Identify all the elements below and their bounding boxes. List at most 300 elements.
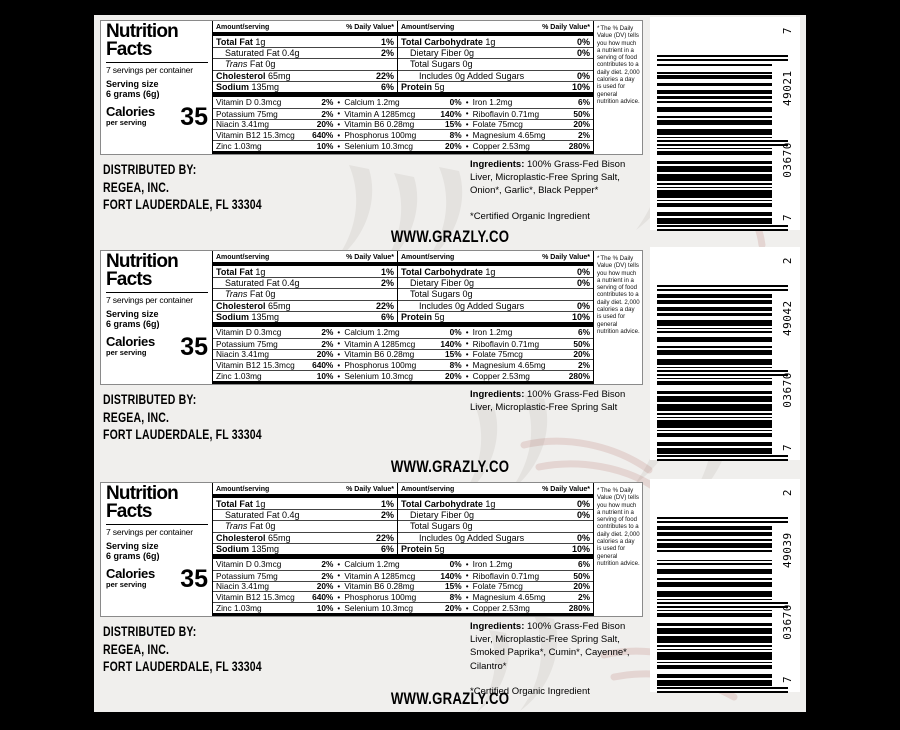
calories-subtext: per serving	[106, 118, 147, 127]
nutrient-daily-value: 0%	[576, 70, 590, 81]
title-word-2: Facts	[106, 39, 152, 60]
micronutrient-cell	[216, 339, 333, 349]
ingredients-text: 100% Grass-Fed Bison Liver, Microplastic-Free Spring Salt, Smoked Paprika*, Cumin*, Cayenne*, Cilantro*	[470, 621, 630, 672]
micronutrient-daily-value: 10%	[316, 371, 334, 382]
micronutrient-cell	[473, 559, 590, 569]
nutrient-daily-value: 22%	[375, 70, 394, 81]
micronutrient-cell	[344, 141, 461, 151]
upc-barcode	[650, 17, 800, 230]
nutrient-row	[398, 311, 593, 322]
nutrient-name: Protein 5g	[401, 543, 445, 554]
nutrient-name: Dietary Fiber 0g	[410, 48, 475, 59]
nutrient-daily-value: 0%	[576, 36, 590, 47]
micronutrient-cell	[473, 130, 590, 140]
barcode-bar	[657, 455, 788, 457]
barcode-bar	[657, 532, 772, 536]
barcode-bar	[657, 606, 788, 608]
micronutrient-row	[213, 129, 593, 140]
daily-value-header: % Daily Value*	[542, 254, 590, 261]
nutrient-daily-value: 1%	[380, 498, 394, 509]
nutrient-row	[398, 288, 593, 299]
micronutrient-cell	[216, 97, 333, 107]
micronutrient-daily-value: 6%	[577, 97, 590, 108]
micronutrient-cell	[216, 571, 333, 581]
calories-subtext: per serving	[106, 580, 147, 589]
micronutrient-cell	[216, 119, 333, 129]
barcode-bar	[657, 294, 772, 298]
nutrition-column-right	[397, 251, 593, 322]
title-word-1: Nutrition	[106, 483, 178, 504]
micronutrient-name: Selenium 10.3mcg	[344, 371, 414, 382]
micronutrient-row	[213, 338, 593, 349]
micronutrient-daily-value: 2%	[577, 592, 590, 603]
macro-rows-right	[398, 36, 593, 92]
nutrient-row	[398, 47, 593, 58]
barcode-digit-group: 03670	[781, 372, 794, 408]
nutrient-row	[213, 36, 397, 47]
barcode-bar	[657, 225, 788, 227]
nutrition-table	[213, 483, 593, 616]
micronutrient-daily-value: 640%	[312, 360, 334, 371]
content-area	[94, 15, 806, 712]
micronutrient-name: Riboflavin 0.71mg	[472, 338, 540, 349]
micronutrient-row	[213, 591, 593, 602]
macro-rows-right	[398, 498, 593, 554]
divider	[106, 524, 208, 525]
barcode-bar	[657, 517, 788, 519]
nutrient-daily-value: 0%	[576, 498, 590, 509]
micronutrient-cell	[473, 360, 590, 370]
micronutrient-name: Vitamin A 1285mcg	[344, 570, 416, 581]
barcode-bar	[657, 417, 772, 419]
barcode-bar	[657, 563, 772, 565]
micronutrient-table	[213, 92, 593, 155]
barcode-bar	[657, 151, 772, 155]
barcode-digit-group: 03670	[781, 604, 794, 640]
barcode-bar	[657, 521, 788, 523]
micronutrient-cell	[216, 603, 333, 613]
micronutrient-row	[213, 570, 593, 581]
barcode-bar	[657, 289, 788, 291]
micronutrient-daily-value: 15%	[445, 349, 462, 360]
nutrition-column-left	[213, 483, 397, 554]
barcode-bar	[657, 140, 788, 142]
nutrient-row	[213, 47, 397, 58]
barcode-bar	[657, 430, 772, 432]
micronutrient-name: Vitamin D 0.3mcg	[216, 97, 282, 108]
website-url: WWW.GRAZLY.CO	[390, 458, 510, 476]
nutrient-name: Trans Fat 0g	[225, 59, 276, 70]
nutrient-row	[213, 520, 397, 531]
amount-serving-header: Amount/serving	[216, 24, 270, 31]
micronutrient-name: Vitamin B12 15.3mcg	[216, 360, 295, 371]
barcode-bar	[657, 300, 772, 304]
barcode-bar	[657, 75, 772, 79]
barcode-bar	[657, 610, 772, 612]
barcode-digit-group: 2	[781, 489, 794, 497]
micronutrient-name: Niacin 3.41mg	[216, 581, 270, 592]
micronutrient-daily-value: 140%	[440, 338, 462, 349]
micronutrient-daily-value: 2%	[321, 108, 334, 119]
nutrient-daily-value: 1%	[380, 36, 394, 47]
barcode-bar	[657, 107, 772, 113]
daily-value-header: % Daily Value*	[346, 254, 394, 261]
bullet-separator: •	[465, 371, 469, 381]
distributed-by-line: DISTRIBUTED BY:	[103, 624, 197, 639]
micronutrient-name: Copper 2.53mg	[472, 603, 530, 614]
micronutrient-cell	[344, 581, 461, 591]
barcode-bar	[657, 374, 788, 376]
micronutrient-cell	[344, 371, 461, 381]
amount-serving-header: Amount/serving	[216, 254, 270, 261]
nutrient-name: Total Fat 1g	[216, 498, 266, 509]
barcode-bar	[657, 569, 772, 575]
title-word-1: Nutrition	[106, 251, 178, 272]
micronutrient-name: Phosphorus 100mg	[344, 360, 417, 371]
micronutrient-daily-value: 2%	[321, 97, 334, 108]
bullet-separator: •	[337, 339, 341, 349]
daily-value-header: % Daily Value*	[542, 24, 590, 31]
calories-row	[106, 105, 208, 130]
micronutrient-cell	[216, 109, 333, 119]
barcode-bar	[657, 680, 772, 686]
nutrient-row	[213, 543, 397, 554]
footnote-marker: *	[597, 25, 600, 32]
barcode-bar	[657, 404, 772, 411]
footnote-text: The % Daily Value (DV) tells you how much a nutrient in a serving of food contributes to a daily diet. 2,000 calories a day is used for general nutrition advice.	[597, 25, 640, 105]
nutrient-name: Trans Fat 0g	[225, 289, 276, 300]
barcode-bar	[657, 229, 788, 231]
barcode-bar	[657, 396, 772, 402]
bullet-separator: •	[465, 130, 469, 140]
distributor-address: FORT LAUDERDALE, FL 33304	[103, 197, 262, 212]
nutrient-name: Includes 0g Added Sugars	[419, 300, 525, 311]
micronutrient-cell	[216, 327, 333, 337]
micronutrient-cell	[216, 371, 333, 381]
micronutrient-name: Selenium 10.3mcg	[344, 141, 414, 152]
micronutrient-cell	[344, 559, 461, 569]
barcode-bar	[657, 328, 772, 330]
organic-note: *Certified Organic Ingredient	[470, 210, 590, 222]
ingredients-text: 100% Grass-Fed Bison Liver, Microplastic-Free Spring Salt	[470, 389, 626, 414]
micronutrient-daily-value: 20%	[316, 581, 334, 592]
calories-subtext: per serving	[106, 348, 147, 357]
distributed-by-line: DISTRIBUTED BY:	[103, 162, 197, 177]
micronutrient-name: Magnesium 4.65mg	[472, 130, 546, 141]
organic-note: *Certified Organic Ingredient	[470, 685, 590, 697]
barcode-bar	[657, 645, 772, 647]
micronutrient-daily-value: 50%	[573, 570, 590, 581]
nutrient-name: Total Fat 1g	[216, 266, 266, 277]
barcode-bar	[657, 218, 772, 224]
bullet-separator: •	[465, 571, 469, 581]
calories-row	[106, 567, 208, 592]
nutrient-row	[398, 532, 593, 543]
nutrient-row	[398, 81, 593, 92]
barcode-bar	[657, 203, 772, 207]
micronutrient-name: Magnesium 4.65mg	[472, 592, 546, 603]
barcode-digits	[779, 27, 796, 221]
barcode-bar	[657, 116, 772, 118]
micronutrient-row	[213, 140, 593, 151]
barcode-digit-group: 7	[781, 27, 794, 35]
barcode-bar	[657, 602, 788, 604]
barcode-bar	[657, 543, 772, 549]
micronutrient-daily-value: 2%	[577, 130, 590, 141]
micronutrient-cell	[216, 349, 333, 359]
nutrition-facts-identity	[101, 251, 213, 384]
barcode-bar	[657, 101, 772, 103]
micronutrient-cell	[473, 327, 590, 337]
barcode-bar	[657, 190, 772, 197]
nutrient-row	[213, 58, 397, 69]
micronutrient-daily-value: 280%	[568, 603, 590, 614]
servings-per-container: 7 servings per container	[106, 527, 193, 537]
micronutrient-name: Selenium 10.3mcg	[344, 603, 414, 614]
micronutrient-cell	[344, 360, 461, 370]
nutrient-daily-value: 10%	[571, 311, 590, 322]
micronutrient-cell	[473, 581, 590, 591]
micronutrient-cell	[344, 97, 461, 107]
micronutrient-daily-value: 0%	[449, 559, 462, 570]
divider	[106, 292, 208, 293]
ingredients-block	[470, 620, 650, 698]
barcode-bar	[657, 578, 772, 580]
nutrient-name: Dietary Fiber 0g	[410, 278, 475, 289]
title-word-2: Facts	[106, 501, 152, 522]
serving-size-value: 6 grams (6g)	[106, 89, 160, 99]
calories-label: Calories	[106, 566, 155, 581]
barcode-bar	[657, 550, 772, 552]
calories-label: Calories	[106, 104, 155, 119]
micronutrient-name: Vitamin D 0.3mcg	[216, 559, 282, 570]
nutrient-name: Dietary Fiber 0g	[410, 510, 475, 521]
nutrition-facts-identity	[101, 483, 213, 616]
daily-value-header: % Daily Value*	[346, 486, 394, 493]
distributor-block	[103, 623, 307, 676]
micronutrient-name: Phosphorus 100mg	[344, 130, 417, 141]
micronutrient-name: Vitamin A 1285mcg	[344, 108, 416, 119]
micronutrient-cell	[344, 603, 461, 613]
micronutrient-daily-value: 6%	[577, 327, 590, 338]
micronutrient-cell	[344, 130, 461, 140]
nutrient-name: Total Carbohydrate 1g	[401, 266, 496, 277]
micronutrient-name: Iron 1.2mg	[472, 97, 513, 108]
servings-per-container: 7 servings per container	[106, 295, 193, 305]
nutrient-name: Total Carbohydrate 1g	[401, 36, 496, 47]
dv-footnote	[593, 251, 642, 384]
bullet-separator: •	[465, 97, 469, 107]
servings-per-container: 7 servings per container	[106, 65, 193, 75]
micronutrient-cell	[344, 571, 461, 581]
nutrient-daily-value: 1%	[380, 266, 394, 277]
barcode-bar	[657, 346, 772, 348]
amount-serving-header: Amount/serving	[216, 486, 270, 493]
nutrient-name: Protein 5g	[401, 81, 445, 92]
micronutrient-name: Folate 75mcg	[472, 349, 523, 360]
micronutrient-daily-value: 6%	[577, 559, 590, 570]
barcode-bar	[657, 337, 772, 343]
serving-size-value: 6 grams (6g)	[106, 319, 160, 329]
micronutrient-name: Riboflavin 0.71mg	[472, 570, 540, 581]
bullet-separator: •	[337, 97, 341, 107]
barcode-bar	[657, 433, 772, 437]
nutrient-daily-value: 0%	[576, 510, 590, 521]
barcode-bar	[657, 391, 772, 395]
micronutrient-row	[213, 97, 593, 108]
barcode-bar	[657, 687, 788, 689]
barcode-bar	[657, 313, 772, 317]
nutrient-name: Total Sugars 0g	[410, 521, 473, 532]
calories-value: 35	[180, 333, 208, 361]
footnote-text: The % Daily Value (DV) tells you how much a nutrient in a serving of food contributes to a daily diet. 2,000 calories a day is used for general nutrition advice.	[597, 255, 640, 335]
micronutrient-row	[213, 581, 593, 592]
micronutrient-name: Folate 75mcg	[472, 581, 523, 592]
nutrient-row	[213, 288, 397, 299]
amount-serving-header: Amount/serving	[401, 254, 455, 261]
micronutrient-daily-value: 8%	[449, 360, 462, 371]
micronutrient-daily-value: 50%	[573, 108, 590, 119]
micronutrient-cell	[473, 603, 590, 613]
barcode-bar	[657, 129, 772, 135]
bullet-separator: •	[337, 130, 341, 140]
nutrient-daily-value: 0%	[576, 48, 590, 59]
micronutrient-cell	[344, 327, 461, 337]
nutrient-row	[398, 70, 593, 81]
ingredients-block	[470, 388, 650, 426]
barcode-bar	[657, 691, 788, 693]
footnote-marker: *	[597, 487, 600, 494]
upc-barcode	[650, 479, 800, 692]
micronutrient-daily-value: 20%	[573, 349, 590, 360]
nutrient-row	[398, 277, 593, 288]
micronutrient-row	[213, 602, 593, 613]
barcode-bar	[657, 370, 788, 372]
nutrient-row	[213, 498, 397, 509]
micronutrient-cell	[473, 349, 590, 359]
micronutrient-daily-value: 50%	[573, 338, 590, 349]
micronutrient-name: Niacin 3.41mg	[216, 349, 270, 360]
micronutrient-cell	[344, 339, 461, 349]
nutrient-name: Cholesterol 65mg	[216, 70, 291, 81]
distributor-address: FORT LAUDERDALE, FL 33304	[103, 659, 262, 674]
micronutrient-name: Niacin 3.41mg	[216, 119, 270, 130]
micronutrient-daily-value: 15%	[445, 581, 462, 592]
bullet-separator: •	[465, 339, 469, 349]
micronutrient-daily-value: 20%	[445, 141, 462, 152]
nutrient-name: Sodium 135mg	[216, 81, 280, 92]
distributed-by-line: DISTRIBUTED BY:	[103, 392, 197, 407]
nutrition-facts-title	[106, 253, 208, 289]
bullet-separator: •	[465, 592, 469, 602]
barcode-bar	[657, 174, 772, 181]
micronutrient-name: Folate 75mcg	[472, 119, 523, 130]
nutrient-daily-value: 6%	[380, 311, 394, 322]
micronutrient-name: Riboflavin 0.71mg	[472, 108, 540, 119]
micronutrient-name: Vitamin A 1285mcg	[344, 338, 416, 349]
micronutrient-row	[213, 370, 593, 381]
nutrient-row	[213, 509, 397, 520]
distributor-name: REGEA, INC.	[103, 409, 170, 425]
barcode-bar	[657, 560, 772, 562]
bullet-separator: •	[337, 603, 341, 613]
barcode-bar	[657, 183, 772, 185]
barcode-bar	[657, 613, 772, 617]
micronutrient-daily-value: 2%	[577, 360, 590, 371]
nutrition-column-left	[213, 21, 397, 92]
barcode-bar	[657, 628, 772, 634]
nutrient-row	[213, 300, 397, 311]
column-header	[213, 483, 397, 494]
bullet-separator: •	[337, 581, 341, 591]
label-set	[94, 250, 806, 482]
micronutrient-name: Potassium 75mg	[216, 108, 278, 119]
barcode-bar	[657, 137, 772, 139]
micronutrient-name: Iron 1.2mg	[472, 327, 513, 338]
nutrient-name: Trans Fat 0g	[225, 521, 276, 532]
bullet-separator: •	[465, 327, 469, 337]
micronutrient-daily-value: 0%	[449, 327, 462, 338]
micronutrient-table	[213, 322, 593, 385]
barcode-bar	[657, 442, 772, 446]
barcode-digit-group: 03670	[781, 142, 794, 178]
ingredients-block	[470, 158, 650, 223]
bullet-separator: •	[337, 109, 341, 119]
micronutrient-daily-value: 2%	[321, 338, 334, 349]
nutrition-facts-panel	[100, 20, 643, 155]
bullet-separator: •	[465, 360, 469, 370]
nutrient-name: Saturated Fat 0.4g	[225, 48, 300, 59]
nutrition-column-right	[397, 21, 593, 92]
nutrient-name: Total Sugars 0g	[410, 59, 473, 70]
micronutrient-cell	[473, 119, 590, 129]
nutrient-name: Total Sugars 0g	[410, 289, 473, 300]
bullet-separator: •	[465, 109, 469, 119]
micronutrient-row	[213, 349, 593, 360]
barcode-bar	[657, 212, 772, 216]
micronutrient-cell	[344, 349, 461, 359]
barcode-bar	[657, 539, 772, 541]
macro-rows-right	[398, 266, 593, 322]
micronutrient-cell	[473, 339, 590, 349]
macro-rows-left	[213, 498, 397, 554]
barcode-bar	[657, 331, 772, 333]
micronutrient-name: Calcium 1.2mg	[344, 559, 400, 570]
nutrient-daily-value: 0%	[576, 278, 590, 289]
nutrient-row	[398, 266, 593, 277]
column-header	[398, 483, 593, 494]
micronutrient-name: Zinc 1.03mg	[216, 141, 262, 152]
micronutrient-daily-value: 15%	[445, 119, 462, 130]
barcode-bar	[657, 582, 772, 588]
nutrient-name: Sodium 135mg	[216, 311, 280, 322]
nutrient-name: Includes 0g Added Sugars	[419, 70, 525, 81]
micronutrient-name: Phosphorus 100mg	[344, 592, 417, 603]
barcode-bar	[657, 59, 788, 61]
micronutrient-daily-value: 20%	[445, 371, 462, 382]
barcode-digit-group: 49021	[781, 70, 794, 106]
barcode-bar	[657, 120, 772, 126]
bullet-separator: •	[465, 119, 469, 129]
nutrition-facts-panel	[100, 482, 643, 617]
bullet-separator: •	[337, 360, 341, 370]
nutrition-facts-title	[106, 23, 208, 59]
barcode-bar	[657, 144, 788, 146]
distributor-name: REGEA, INC.	[103, 641, 170, 657]
nutrient-row	[213, 277, 397, 288]
column-header	[398, 251, 593, 262]
barcode-bar	[657, 381, 772, 385]
